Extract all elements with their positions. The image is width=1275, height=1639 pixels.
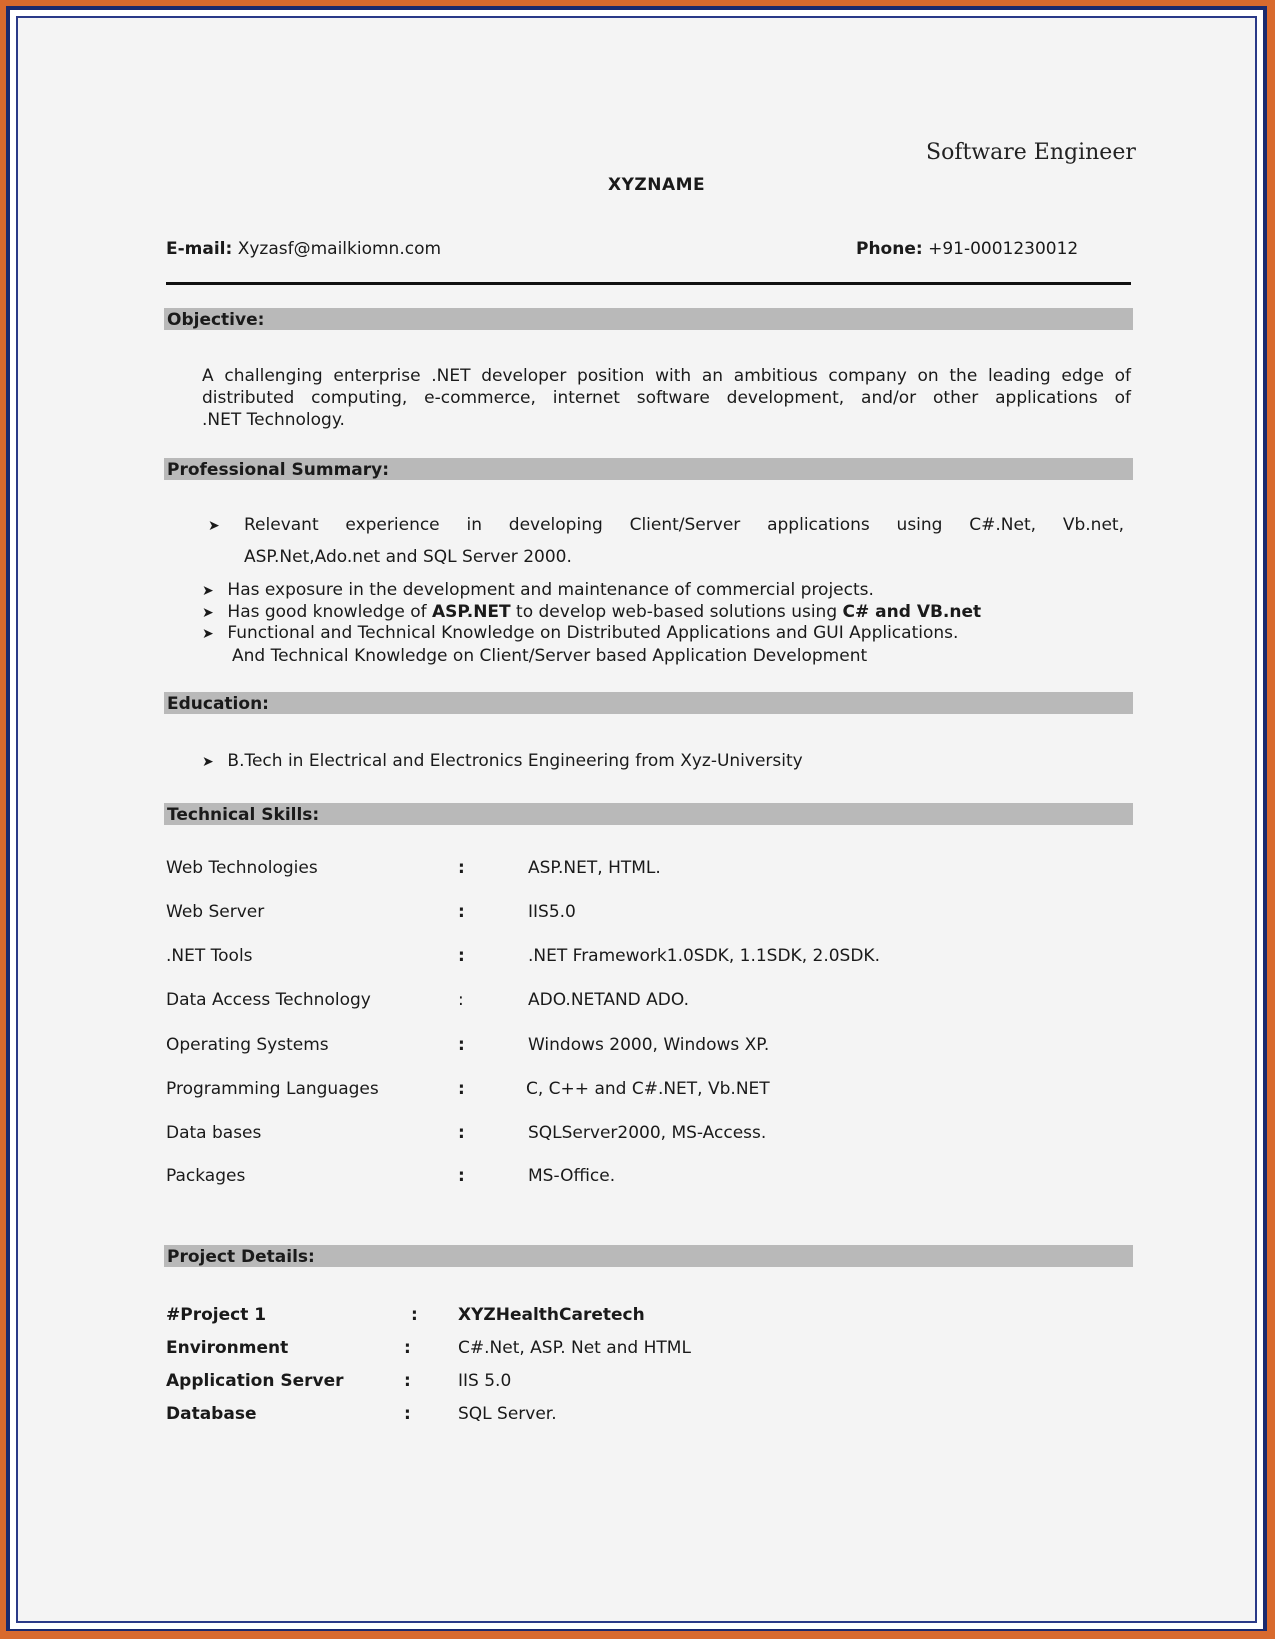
summary-bullet-text: Functional and Technical Knowledge on Distributed Applications and GUI Applications.	[227, 623, 959, 643]
skill-colon: :	[458, 946, 465, 966]
word: using	[896, 515, 943, 535]
section-skills-heading: Technical Skills:	[164, 803, 1133, 825]
summary-bullet-4-continuation: And Technical Knowledge on Client/Server based Application Development	[232, 646, 868, 666]
skill-label: Web Technologies	[166, 858, 318, 878]
skill-label: Data Access Technology	[166, 990, 371, 1010]
skill-colon: :	[458, 1079, 465, 1099]
word: C#.Net,	[969, 515, 1037, 535]
project-colon: :	[404, 1338, 411, 1358]
summary-bullet-1-text	[244, 515, 1124, 535]
skill-colon: :	[458, 858, 465, 878]
project-name: XYZHealthCaretech	[458, 1305, 645, 1325]
skill-value: IIS5.0	[528, 902, 576, 922]
summary-bullet-3	[202, 602, 981, 622]
candidate-name: XYZNAME	[608, 175, 706, 195]
skill-label: Programming Languages	[166, 1079, 379, 1099]
arrow-bullet-icon: ➤	[202, 583, 214, 599]
job-title: Software Engineer	[926, 140, 1136, 165]
phone-label: Phone:	[856, 239, 923, 259]
emphasis-text: ASP.NET	[432, 602, 511, 622]
phone-value: +91-0001230012	[928, 239, 1079, 259]
skill-label: Data bases	[166, 1123, 262, 1143]
summary-bullet-4	[202, 623, 958, 643]
skill-label: Web Server	[166, 902, 265, 922]
project-value: SQL Server.	[458, 1404, 557, 1424]
summary-bullet-text: Has good knowledge of	[227, 602, 432, 622]
section-objective-heading: Objective:	[164, 308, 1133, 330]
resume-page	[16, 16, 1257, 1623]
skill-label: Operating Systems	[166, 1035, 329, 1055]
arrow-bullet-icon: ➤	[202, 754, 214, 770]
summary-bullet-text: to develop web-based solutions using	[510, 602, 843, 622]
objective-line: .NET Technology.	[202, 410, 345, 430]
arrow-bullet-icon: ➤	[202, 605, 214, 621]
project-colon: :	[404, 1371, 411, 1391]
phone-line	[856, 239, 1078, 259]
skill-value: ASP.NET, HTML.	[528, 858, 661, 878]
summary-bullet-1	[208, 515, 228, 535]
email-line	[166, 239, 441, 259]
project-colon: :	[404, 1404, 411, 1424]
header-divider	[166, 282, 1131, 285]
summary-bullet-2	[202, 580, 874, 600]
education-text: B.Tech in Electrical and Electronics Engineering from Xyz-University	[227, 751, 803, 771]
section-summary-heading: Professional Summary:	[164, 458, 1133, 480]
skill-label: .NET Tools	[166, 946, 253, 966]
project-label: #Project 1	[166, 1305, 267, 1325]
objective-line: A challenging enterprise .NET developer position with an ambitious company on the leading edge of	[202, 366, 1131, 386]
skill-label: Packages	[166, 1166, 246, 1186]
objective-line: distributed computing, e-commerce, internet software development, and/or other applications of	[202, 388, 1131, 408]
word: Vb.net,	[1062, 515, 1124, 535]
emphasis-text: C# and VB.net	[842, 602, 982, 622]
word: developing	[508, 515, 603, 535]
project-label: Database	[166, 1404, 257, 1424]
skill-colon: :	[458, 902, 465, 922]
skill-value: C, C++ and C#.NET, Vb.NET	[526, 1079, 770, 1099]
section-education-heading: Education:	[164, 692, 1133, 714]
skill-colon: :	[458, 1166, 465, 1186]
project-label: Application Server	[166, 1371, 344, 1391]
project-colon: :	[411, 1305, 418, 1325]
skill-colon: :	[458, 1035, 465, 1055]
skill-value: MS-Office.	[528, 1166, 616, 1186]
skill-colon: :	[458, 1123, 465, 1143]
word: experience	[345, 515, 440, 535]
word: in	[466, 515, 482, 535]
project-label: Environment	[166, 1338, 289, 1358]
skill-value: Windows 2000, Windows XP.	[528, 1035, 770, 1055]
skill-colon: :	[458, 990, 464, 1010]
education-item	[202, 751, 803, 771]
skill-value: .NET Framework1.0SDK, 1.1SDK, 2.0SDK.	[528, 946, 880, 966]
summary-bullet-1-continuation: ASP.Net,Ado.net and SQL Server 2000.	[244, 547, 572, 567]
section-projects-heading: Project Details:	[164, 1245, 1133, 1267]
objective-text	[202, 365, 1131, 431]
project-value: IIS 5.0	[458, 1371, 512, 1391]
arrow-bullet-icon: ➤	[202, 626, 214, 642]
project-value: C#.Net, ASP. Net and HTML	[458, 1338, 691, 1358]
email-label: E-mail:	[166, 239, 233, 259]
word: Client/Server	[629, 515, 741, 535]
word: applications	[767, 515, 870, 535]
email-value: Xyzasf@mailkiomn.com	[237, 239, 442, 259]
arrow-bullet-icon: ➤	[208, 518, 220, 534]
word: Relevant	[244, 515, 319, 535]
skill-value: ADO.NETAND ADO.	[528, 990, 689, 1010]
skill-value: SQLServer2000, MS-Access.	[528, 1123, 767, 1143]
summary-bullet-text: Has exposure in the development and maintenance of commercial projects.	[227, 580, 874, 600]
